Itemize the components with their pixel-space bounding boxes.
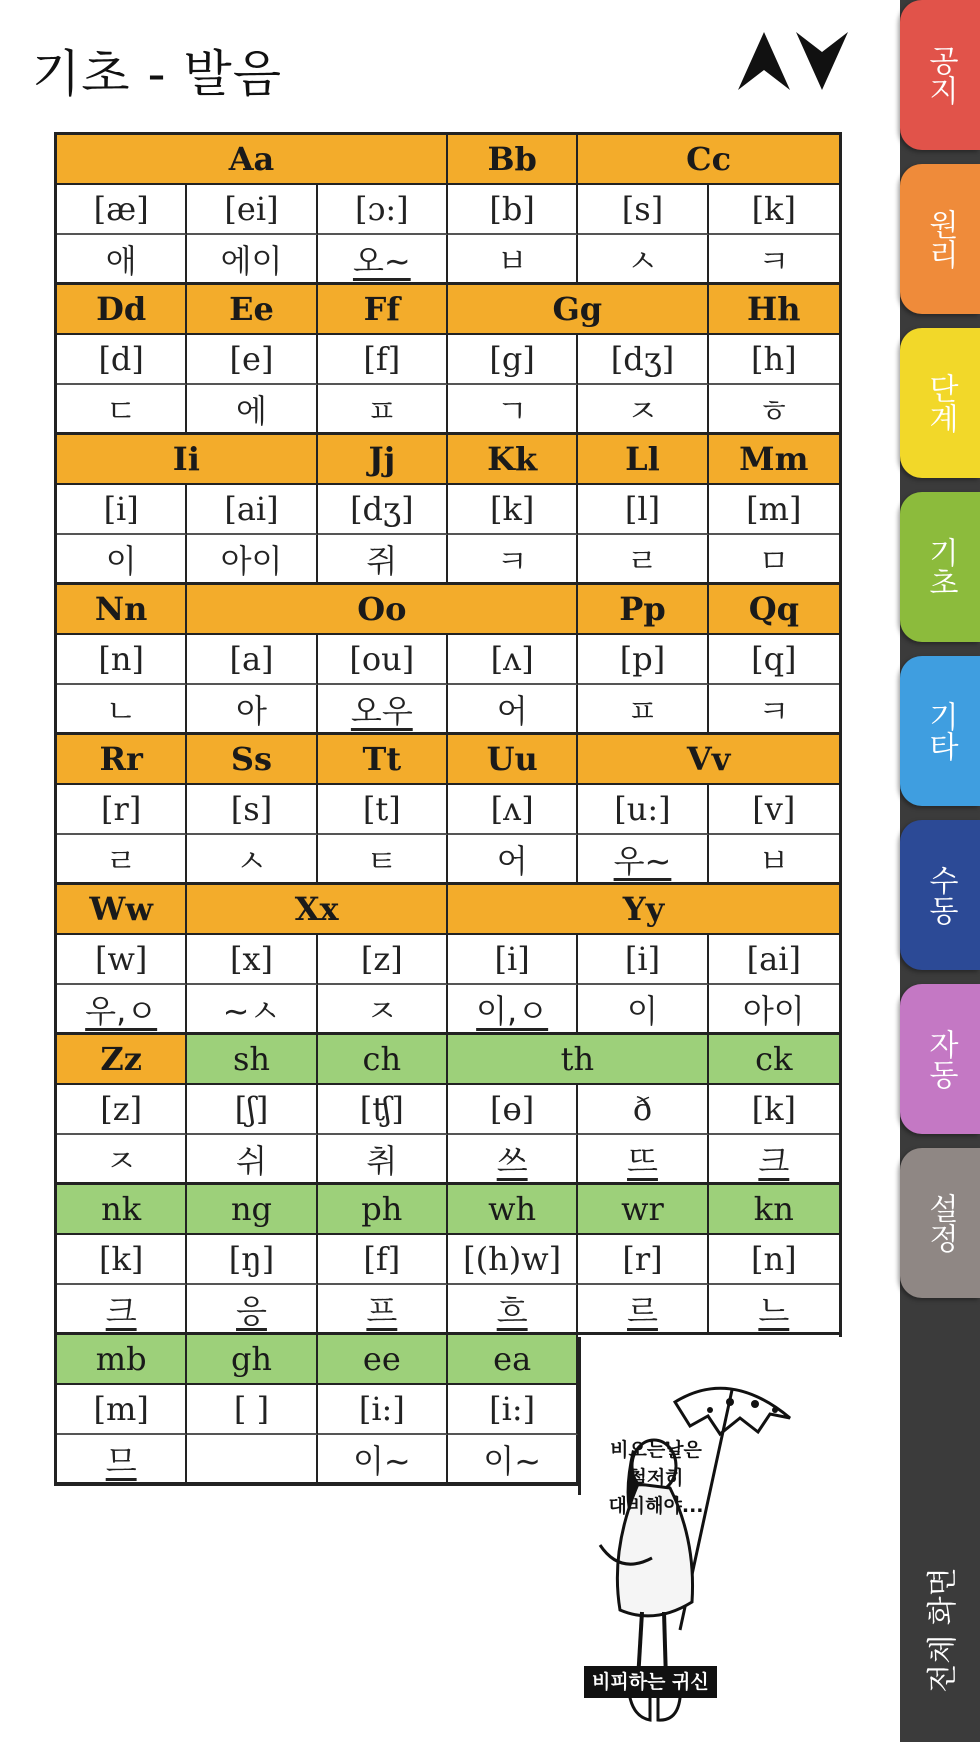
ipa-cell: [i:] bbox=[318, 1385, 448, 1435]
korean-sound-cell bbox=[187, 1135, 317, 1185]
korean-sound-cell bbox=[57, 1435, 187, 1485]
table-hdr-row bbox=[57, 735, 839, 785]
fullscreen-label: 전체 화면 bbox=[926, 1567, 961, 1693]
table-kor-row bbox=[57, 385, 839, 435]
korean-sound-text: 이~ bbox=[483, 1441, 542, 1480]
ipa-cell: [g] bbox=[448, 335, 578, 385]
letter-header-cell: ck bbox=[709, 1035, 839, 1085]
illustration-caption: 비피하는 귀신 bbox=[584, 1666, 717, 1698]
korean-sound-cell bbox=[448, 1285, 578, 1335]
ipa-cell: [æ] bbox=[57, 185, 187, 235]
korean-sound-cell bbox=[57, 1285, 187, 1335]
letter-header-cell: ea bbox=[448, 1335, 578, 1385]
table-ipa-row bbox=[57, 335, 839, 385]
table-ipa-row bbox=[57, 635, 839, 685]
table-hdr-row bbox=[57, 435, 839, 485]
ipa-cell: [p] bbox=[578, 635, 708, 685]
ipa-cell: [ ] bbox=[187, 1385, 317, 1435]
sidebar-tab[interactable] bbox=[900, 164, 980, 314]
letter-header-cell: Tt bbox=[318, 735, 448, 785]
letter-header-cell: ch bbox=[318, 1035, 448, 1085]
letter-header-cell: sh bbox=[187, 1035, 317, 1085]
korean-sound-cell bbox=[57, 835, 187, 885]
korean-sound-text: 취 bbox=[366, 1141, 398, 1180]
sidebar-tab-label: 설정 bbox=[923, 1193, 958, 1253]
korean-sound-cell bbox=[318, 985, 448, 1035]
ipa-cell: [ei] bbox=[187, 185, 317, 235]
sidebar-tab[interactable] bbox=[900, 0, 980, 150]
ipa-cell: [ɔ:] bbox=[318, 185, 448, 235]
ipa-cell: [a] bbox=[187, 635, 317, 685]
korean-sound-text: ㅅ bbox=[627, 241, 658, 280]
korean-sound-text: 응 bbox=[236, 1291, 267, 1330]
ipa-cell: [k] bbox=[448, 485, 578, 535]
ipa-cell: [(h)w] bbox=[448, 1235, 578, 1285]
ipa-cell: [r] bbox=[57, 785, 187, 835]
ipa-cell: [z] bbox=[57, 1085, 187, 1135]
korean-sound-text: 뜨 bbox=[627, 1141, 658, 1180]
korean-sound-cell bbox=[709, 685, 839, 735]
ipa-cell: [s] bbox=[187, 785, 317, 835]
ipa-cell: [dʒ] bbox=[578, 335, 708, 385]
letter-header-cell: Dd bbox=[57, 285, 187, 335]
ipa-cell: [n] bbox=[57, 635, 187, 685]
korean-sound-cell bbox=[448, 235, 578, 285]
pronunciation-table bbox=[54, 132, 842, 1486]
korean-sound-cell bbox=[187, 1435, 317, 1485]
letter-header-cell: Gg bbox=[448, 285, 709, 335]
korean-sound-cell bbox=[448, 385, 578, 435]
ipa-cell: [i] bbox=[448, 935, 578, 985]
korean-sound-cell bbox=[448, 1135, 578, 1185]
korean-sound-text: 어 bbox=[496, 841, 528, 880]
korean-sound-text: 아 bbox=[236, 691, 267, 730]
table-kor-row bbox=[57, 685, 839, 735]
page-title: 기초 - 발음 bbox=[32, 45, 283, 103]
table-ipa-row bbox=[57, 1085, 839, 1135]
korean-sound-text: ~ㅅ bbox=[222, 991, 281, 1030]
korean-sound-text: 르 bbox=[627, 1291, 658, 1330]
letter-header-cell: Xx bbox=[187, 885, 448, 935]
korean-sound-text: 쉬 bbox=[236, 1141, 267, 1180]
ipa-cell: [s] bbox=[578, 185, 708, 235]
ipa-cell: [f] bbox=[318, 335, 448, 385]
speech-line: 비오는날은 bbox=[610, 1439, 702, 1461]
table-kor-row bbox=[57, 985, 839, 1035]
ipa-cell: [k] bbox=[709, 1085, 839, 1135]
letter-header-cell: ee bbox=[318, 1335, 448, 1385]
korean-sound-cell bbox=[187, 685, 317, 735]
sidebar-tab[interactable] bbox=[900, 328, 980, 478]
korean-sound-text: 이 bbox=[105, 541, 137, 580]
korean-sound-cell bbox=[578, 235, 708, 285]
sidebar-tab-label: 기초 bbox=[923, 537, 958, 597]
sidebar-tab[interactable] bbox=[900, 820, 980, 970]
ipa-cell: [ʌ] bbox=[448, 785, 578, 835]
letter-header-cell: wh bbox=[448, 1185, 578, 1235]
ipa-cell: [ɵ] bbox=[448, 1085, 578, 1135]
letter-header-cell: kn bbox=[709, 1185, 839, 1235]
table-ipa-row bbox=[57, 1235, 839, 1285]
korean-sound-cell bbox=[709, 835, 839, 885]
sidebar-tab[interactable] bbox=[900, 984, 980, 1134]
letter-header-cell: gh bbox=[187, 1335, 317, 1385]
ipa-cell: [d] bbox=[57, 335, 187, 385]
letter-header-cell: Mm bbox=[709, 435, 839, 485]
letter-header-cell: Ss bbox=[187, 735, 317, 785]
table-hdr-row bbox=[57, 1035, 839, 1085]
korean-sound-text: ㅁ bbox=[758, 541, 790, 580]
korean-sound-text: ㅋ bbox=[496, 541, 528, 580]
korean-sound-cell bbox=[318, 1435, 448, 1485]
sidebar-tab-label: 공지 bbox=[923, 45, 958, 105]
letter-header-cell: wr bbox=[578, 1185, 708, 1235]
speech-bubble-text bbox=[586, 1436, 726, 1520]
sidebar-tab-label: 자동 bbox=[923, 1029, 958, 1089]
korean-sound-cell bbox=[187, 385, 317, 435]
table-kor-row bbox=[57, 535, 839, 585]
ipa-cell: [b] bbox=[448, 185, 578, 235]
korean-sound-cell bbox=[709, 535, 839, 585]
korean-sound-cell bbox=[57, 235, 187, 285]
letter-header-cell: mb bbox=[57, 1335, 187, 1385]
korean-sound-cell bbox=[578, 535, 708, 585]
korean-sound-text: 우~ bbox=[613, 841, 672, 880]
korean-sound-text: ㄴ bbox=[105, 691, 137, 730]
korean-sound-text: ㅎ bbox=[758, 391, 790, 430]
ipa-cell: [w] bbox=[57, 935, 187, 985]
korean-sound-cell bbox=[578, 1285, 708, 1335]
letter-header-cell: ng bbox=[187, 1185, 317, 1235]
korean-sound-cell bbox=[318, 235, 448, 285]
korean-sound-cell bbox=[318, 1285, 448, 1335]
letter-header-cell: Bb bbox=[448, 135, 578, 185]
sidebar-tab-label: 수동 bbox=[923, 865, 958, 925]
ipa-cell: [e] bbox=[187, 335, 317, 385]
korean-sound-cell bbox=[709, 1135, 839, 1185]
korean-sound-text: ㄹ bbox=[627, 541, 658, 580]
korean-sound-cell bbox=[187, 235, 317, 285]
letter-header-cell: Ff bbox=[318, 285, 448, 335]
ipa-cell: [f] bbox=[318, 1235, 448, 1285]
table-kor-row bbox=[57, 835, 839, 885]
table-ipa-row bbox=[57, 485, 839, 535]
ipa-cell: [l] bbox=[578, 485, 708, 535]
korean-sound-text: ㅅ bbox=[236, 841, 267, 880]
table-kor-row bbox=[57, 235, 839, 285]
korean-sound-cell bbox=[448, 1435, 578, 1485]
korean-sound-text: ㅋ bbox=[758, 691, 790, 730]
letter-header-cell: Oo bbox=[187, 585, 578, 635]
korean-sound-text: 애 bbox=[105, 241, 137, 280]
korean-sound-cell bbox=[448, 985, 578, 1035]
korean-sound-cell bbox=[318, 1135, 448, 1185]
letter-header-cell: ph bbox=[318, 1185, 448, 1235]
korean-sound-text: ㅂ bbox=[758, 841, 790, 880]
korean-sound-text: ㄹ bbox=[105, 841, 137, 880]
ipa-cell: [ŋ] bbox=[187, 1235, 317, 1285]
sidebar-tab[interactable] bbox=[900, 492, 980, 642]
korean-sound-cell bbox=[57, 985, 187, 1035]
letter-header-cell: Zz bbox=[57, 1035, 187, 1085]
korean-sound-text: 오~ bbox=[352, 241, 411, 280]
ipa-cell: [i] bbox=[578, 935, 708, 985]
letter-header-cell: Hh bbox=[709, 285, 839, 335]
letter-header-cell: Ee bbox=[187, 285, 317, 335]
ipa-cell: [i] bbox=[57, 485, 187, 535]
korean-sound-cell bbox=[57, 535, 187, 585]
korean-sound-cell bbox=[709, 235, 839, 285]
speech-line: 철저히 bbox=[628, 1467, 684, 1489]
korean-sound-text: ㅋ bbox=[758, 241, 790, 280]
korean-sound-text: ㅍ bbox=[627, 691, 658, 730]
korean-sound-cell bbox=[57, 685, 187, 735]
ipa-cell: [ou] bbox=[318, 635, 448, 685]
korean-sound-text: 므 bbox=[105, 1441, 137, 1480]
table-hdr-row bbox=[57, 585, 839, 635]
arrow-down-icon[interactable] bbox=[794, 30, 850, 92]
letter-header-cell: Aa bbox=[57, 135, 448, 185]
korean-sound-text: ㅍ bbox=[366, 391, 398, 430]
letter-header-cell: nk bbox=[57, 1185, 187, 1235]
ipa-cell: [k] bbox=[57, 1235, 187, 1285]
ipa-cell: [i:] bbox=[448, 1385, 578, 1435]
sidebar-tab-label: 기타 bbox=[923, 701, 958, 761]
korean-sound-cell bbox=[187, 535, 317, 585]
letter-header-cell: Qq bbox=[709, 585, 839, 635]
letter-header-cell: Rr bbox=[57, 735, 187, 785]
ipa-cell: [ʌ] bbox=[448, 635, 578, 685]
sidebar-tab[interactable] bbox=[900, 1148, 980, 1298]
korean-sound-cell bbox=[448, 535, 578, 585]
ipa-cell: [ʃ] bbox=[187, 1085, 317, 1135]
letter-header-cell: Pp bbox=[578, 585, 708, 635]
table-ipa-row bbox=[57, 785, 839, 835]
korean-sound-text: ㅂ bbox=[496, 241, 528, 280]
page-nav bbox=[736, 30, 856, 94]
korean-sound-text: 이 bbox=[627, 991, 658, 1030]
korean-sound-text: 쥐 bbox=[366, 541, 398, 580]
korean-sound-text: 아이 bbox=[742, 991, 805, 1030]
korean-sound-text: 느 bbox=[758, 1291, 790, 1330]
korean-sound-cell bbox=[448, 835, 578, 885]
korean-sound-cell bbox=[187, 985, 317, 1035]
sidebar-tab-label: 단계 bbox=[923, 373, 958, 433]
korean-sound-cell bbox=[187, 1285, 317, 1335]
ipa-cell: [r] bbox=[578, 1235, 708, 1285]
korean-sound-cell bbox=[318, 385, 448, 435]
korean-sound-text: 아이 bbox=[220, 541, 283, 580]
korean-sound-text: ㄱ bbox=[496, 391, 528, 430]
korean-sound-text: 우,ㅇ bbox=[85, 991, 158, 1030]
korean-sound-text: ㅈ bbox=[366, 991, 398, 1030]
korean-sound-text: 어 bbox=[496, 691, 528, 730]
ipa-cell: [v] bbox=[709, 785, 839, 835]
korean-sound-cell bbox=[187, 835, 317, 885]
korean-sound-cell bbox=[578, 985, 708, 1035]
korean-sound-text: 크 bbox=[758, 1141, 790, 1180]
korean-sound-cell bbox=[318, 685, 448, 735]
sidebar-tab[interactable] bbox=[900, 656, 980, 806]
korean-sound-text: 이,ㅇ bbox=[476, 991, 549, 1030]
korean-sound-cell bbox=[318, 835, 448, 885]
korean-sound-cell bbox=[578, 835, 708, 885]
korean-sound-cell bbox=[578, 385, 708, 435]
table-kor-row bbox=[57, 1135, 839, 1185]
korean-sound-cell bbox=[57, 1135, 187, 1185]
letter-header-cell: Ii bbox=[57, 435, 318, 485]
letter-header-cell: Ll bbox=[578, 435, 708, 485]
korean-sound-cell bbox=[578, 685, 708, 735]
ipa-cell: [k] bbox=[709, 185, 839, 235]
sidebar bbox=[900, 0, 980, 1742]
korean-sound-text: 크 bbox=[105, 1291, 137, 1330]
ipa-cell: [ai] bbox=[187, 485, 317, 535]
table-hdr-row bbox=[57, 885, 839, 935]
korean-sound-cell bbox=[318, 535, 448, 585]
table-kor-row bbox=[57, 1285, 839, 1335]
table-hdr-row bbox=[57, 135, 839, 185]
korean-sound-text: 쓰 bbox=[496, 1141, 528, 1180]
korean-sound-text: 이~ bbox=[352, 1441, 411, 1480]
table-ipa-row bbox=[57, 935, 839, 985]
letter-header-cell: Nn bbox=[57, 585, 187, 635]
ipa-cell: [h] bbox=[709, 335, 839, 385]
fullscreen-button[interactable] bbox=[900, 1560, 980, 1700]
korean-sound-text: 프 bbox=[366, 1291, 398, 1330]
korean-sound-text: ㄷ bbox=[105, 391, 137, 430]
korean-sound-cell bbox=[448, 685, 578, 735]
korean-sound-cell bbox=[709, 985, 839, 1035]
korean-sound-cell bbox=[57, 385, 187, 435]
ipa-cell: [m] bbox=[709, 485, 839, 535]
ipa-cell: ð bbox=[578, 1085, 708, 1135]
korean-sound-text: 에이 bbox=[220, 241, 283, 280]
sidebar-tab-label: 원리 bbox=[923, 209, 958, 269]
ipa-cell: [x] bbox=[187, 935, 317, 985]
korean-sound-text: 오우 bbox=[350, 691, 413, 730]
ipa-cell: [dʒ] bbox=[318, 485, 448, 535]
korean-sound-cell bbox=[709, 1285, 839, 1335]
letter-header-cell: Kk bbox=[448, 435, 578, 485]
ipa-cell: [n] bbox=[709, 1235, 839, 1285]
ipa-cell: [ai] bbox=[709, 935, 839, 985]
arrow-up-icon[interactable] bbox=[736, 30, 792, 92]
table-hdr-row bbox=[57, 285, 839, 335]
letter-header-cell: Cc bbox=[578, 135, 839, 185]
ipa-cell: [u:] bbox=[578, 785, 708, 835]
korean-sound-cell bbox=[709, 385, 839, 435]
korean-sound-text: ㅈ bbox=[627, 391, 658, 430]
ipa-cell: [q] bbox=[709, 635, 839, 685]
table-hdr-row bbox=[57, 1185, 839, 1235]
ipa-cell: [ʧ] bbox=[318, 1085, 448, 1135]
letter-header-cell: Uu bbox=[448, 735, 578, 785]
letter-header-cell: Jj bbox=[318, 435, 448, 485]
korean-sound-cell bbox=[578, 1135, 708, 1185]
table-ipa-row bbox=[57, 185, 839, 235]
korean-sound-text: 흐 bbox=[496, 1291, 528, 1330]
ipa-cell: [m] bbox=[57, 1385, 187, 1435]
letter-header-cell: Ww bbox=[57, 885, 187, 935]
speech-line: 대비해야... bbox=[608, 1495, 704, 1517]
ipa-cell: [z] bbox=[318, 935, 448, 985]
korean-sound-text: ㅈ bbox=[105, 1141, 137, 1180]
letter-header-cell: Yy bbox=[448, 885, 839, 935]
letter-header-cell: Vv bbox=[578, 735, 839, 785]
korean-sound-text: ㅌ bbox=[366, 841, 398, 880]
letter-header-cell: th bbox=[448, 1035, 709, 1085]
korean-sound-text: 에 bbox=[236, 391, 267, 430]
ipa-cell: [t] bbox=[318, 785, 448, 835]
